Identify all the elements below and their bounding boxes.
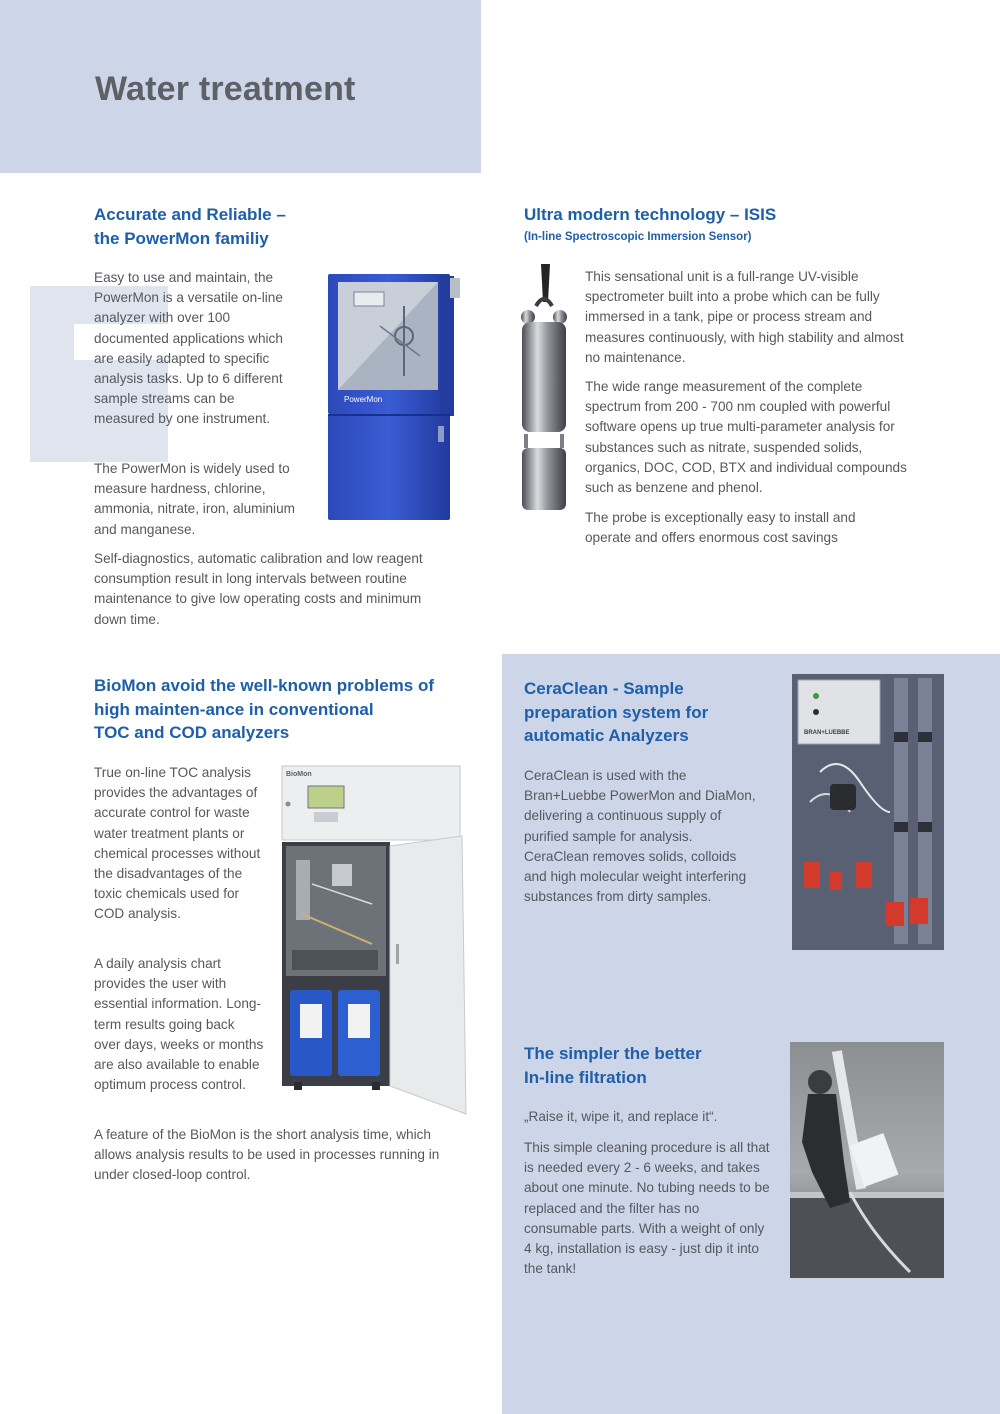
biomon-heading-line1: BioMon avoid the well-known problems of <box>94 676 435 695</box>
powermon-photo-label: PowerMon <box>344 395 383 404</box>
powermon-heading <box>94 203 286 250</box>
filtration-body-1: This simple cleaning procedure is all that is needed every 2 - 6 weeks, and takes about one minute. No tubing needs to be replaced and the filter has no consumable parts. With a weight of only 4 kg, installation is easy - just dip it into the tank! <box>524 1140 770 1277</box>
filtration-heading-line1: The simpler the better <box>524 1044 702 1063</box>
biomon-heading-line2: high mainten-ance in conventional <box>94 699 374 719</box>
isis-body-3: The probe is exceptionally easy to install and operate and offers enormous cost savings <box>585 510 856 546</box>
powermon-body-3: Self-diagnostics, automatic calibration and low reagent consumption result in long intervals between routine maintenance to give low operating costs and minimum down time. <box>94 551 423 627</box>
ceraclean-heading <box>524 677 708 748</box>
ceraclean-photo-label: BRAN+LUEBBE <box>804 730 850 736</box>
biomon-body-2: A daily analysis chart provides the user with essential information. Long-term results going back over days, weeks or months are also available to enable optimum process control. <box>94 956 264 1093</box>
biomon-heading-line3: TOC and COD analyzers <box>94 723 290 742</box>
filtration-quote: „Raise it, wipe it, and replace it“. <box>524 1109 718 1124</box>
biomon-body-3: A feature of the BioMon is the short analysis time, which allows analysis results to be used in processes running in under closed-loop control. <box>94 1127 440 1183</box>
biomon-analyzer-photo <box>272 764 472 1124</box>
powermon-heading-line2: the PowerMon familiy <box>94 228 269 248</box>
page-title: Water treatment <box>95 70 356 108</box>
biomon-heading <box>94 674 434 745</box>
isis-body-2: The wide range measurement of the complete spectrum from 200 - 700 nm coupled with powerful software opens up true multi-parameter analysis for substances such as nitrate, suspended solids, organics, DOC, COD, BTX and individual compounds such as benzene and phenol. <box>585 379 907 496</box>
isis-subheading: (In-line Spectroscopic Immersion Sensor) <box>524 231 752 243</box>
isis-body-1: This sensational unit is a full-range UV-visible spectrometer built into a probe which can be fully immersed in a tank, pipe or process stream and measures continuously, with high stability and almost no maintenance. <box>585 269 904 365</box>
ceraclean-heading-line1: CeraClean - Sample <box>524 679 684 698</box>
powermon-body-1: Easy to use and maintain, the PowerMon is a versatile on-line analyzer with over 100 documented applications which are easily adapted to specific analysis tasks. Up to 6 different sample streams can be measured by one instrument. <box>94 270 283 427</box>
ceraclean-system-photo <box>790 672 946 952</box>
filtration-heading-line2: In-line filtration <box>524 1067 647 1087</box>
powermon-body-2: The PowerMon is widely used to measure hardness, chlorine, ammonia, nitrate, iron, aluminium and manganese. <box>94 461 295 537</box>
powermon-analyzer-photo <box>320 266 472 528</box>
ceraclean-heading-line3: automatic Analyzers <box>524 726 689 745</box>
filtration-field-photo <box>790 1042 944 1278</box>
ceraclean-body-1: CeraClean is used with the Bran+Luebbe PowerMon and DiaMon, delivering a continuous supply of purified sample for analysis. CeraClean removes solids, colloids and high molecular weight interfering substances from dirty samples. <box>524 768 756 905</box>
biomon-body-1: True on-line TOC analysis provides the advantages of accurate control for waste water treatment plants or chemical processes without the disadvantages of the toxic chemicals used for COD analysis. <box>94 765 261 922</box>
powermon-heading-line1: Accurate and Reliable – <box>94 205 286 224</box>
isis-probe-photo <box>508 262 580 516</box>
ceraclean-heading-line2: preparation system for <box>524 702 709 722</box>
biomon-photo-label: BioMon <box>286 771 312 778</box>
filtration-heading <box>524 1042 702 1089</box>
isis-heading: Ultra modern technology – ISIS <box>524 205 777 224</box>
